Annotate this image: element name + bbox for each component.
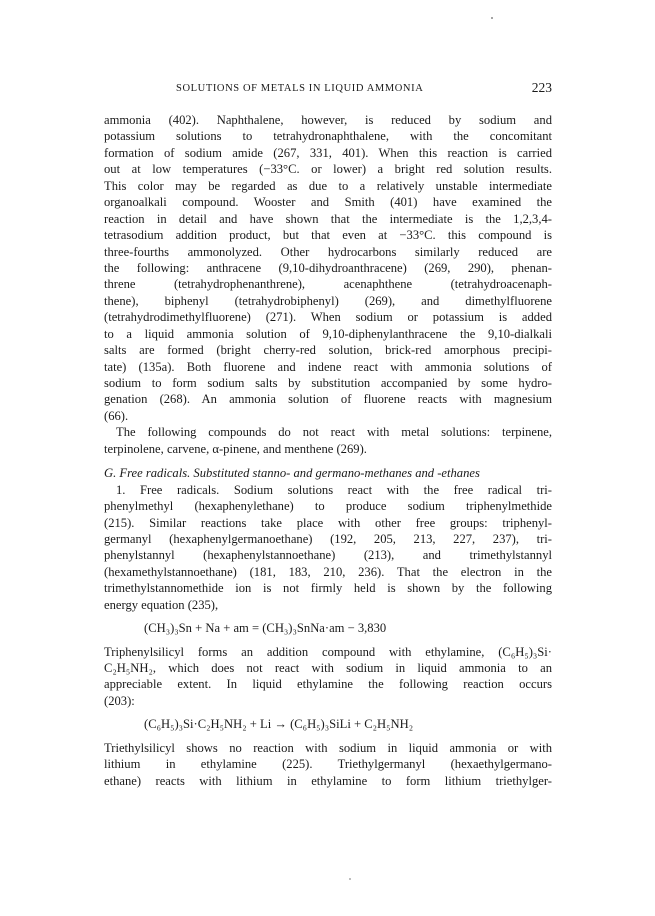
- text-line: salts are formed (bright cherry-red solution, brick-red amorphous precipi-: [104, 343, 552, 358]
- text-line: ammonia (402). Naphthalene, however, is reduced by sodium and: [104, 113, 552, 127]
- text-line: C₂H₅NH₂, which does not react with sodium in liquid ammonia to an: [104, 661, 552, 675]
- scan-speck: [349, 878, 351, 880]
- text-line: (hexamethylstannoethane) (181, 183, 210, 236). That the electron in the: [104, 564, 552, 579]
- text-line: This color may be regarded as due to a relatively unstable intermediate: [104, 178, 552, 193]
- text-line: organoalkali compound. Wooster and Smith (401) have examined the: [104, 195, 552, 210]
- text-line: out at low temperatures (−33°C. or lower) a bright red solution results.: [104, 162, 552, 177]
- text-line: The following compounds do not react with metal solutions: terpinene,: [116, 425, 552, 440]
- section-heading-text: G. Free radicals. Substituted stanno- and germano-methanes and -ethanes: [104, 466, 480, 481]
- paragraph-nonreactive: [104, 424, 552, 457]
- paragraph-free-radicals: [104, 482, 552, 614]
- text-line: appreciable extent. In liquid ethylamine the following reaction occurs: [104, 677, 552, 692]
- text-line: tetrasodium addition product, but that even at −33°C. this compound is: [104, 228, 552, 243]
- text-line: phenylstannyl (hexaphenylstannoethane) (213), and trimethylstannyl: [104, 548, 552, 563]
- section-heading: [104, 465, 552, 481]
- text-line: the following: anthracene (9,10-dihydroanthracene) (269, 290), phenan-: [104, 260, 552, 275]
- text-line: thene), biphenyl (tetrahydrobiphenyl) (269), and dimethylfluorene: [104, 293, 552, 308]
- equation-trimethylstannyl: (CH₃)₃Sn + Na + am = (CH₃)₃SnNa·am − 3,830: [144, 621, 387, 636]
- equation-triphenylsilicyl: (C₆H₅)₃Si·C₂H₅NH₂ + Li → (C₆H₅)₃SiLi + C₂H₅NH₂: [144, 717, 414, 732]
- text-line: threne (tetrahydrophenanthrene), acenaphthene (tetrahydroacenaph-: [104, 277, 552, 292]
- text-line: energy equation (235),: [104, 597, 219, 612]
- paragraph-triethylsilicyl: [104, 740, 552, 789]
- text-line: Triethylsilicyl shows no reaction with sodium in liquid ammonia or with: [104, 740, 552, 755]
- text-line: germanyl (hexaphenylgermanoethane) (192, 205, 213, 227, 237), tri-: [104, 531, 552, 546]
- text-line: to a liquid ammonia solution of 9,10-diphenylanthracene the 9,10-dialkali: [104, 326, 552, 341]
- text-line: Triphenylsilicyl forms an addition compound with ethylamine, (C₆H₅)₃Si·: [104, 644, 552, 659]
- paragraph-naphthalene: [104, 112, 552, 424]
- text-line: 1. Free radicals. Sodium solutions react with the free radical tri-: [116, 482, 552, 497]
- text-line: (tetrahydrodimethylfluorene) (271). When sodium or potassium is added: [104, 310, 552, 325]
- paragraph-triphenylsilicyl: [104, 644, 552, 710]
- text-line: reaction in detail and have shown that the intermediate is the 1,2,3,4-: [104, 211, 552, 226]
- text-line: (66).: [104, 408, 129, 423]
- text-line: (215). Similar reactions take place with other free groups: triphenyl-: [104, 515, 552, 530]
- scan-speck: [491, 17, 493, 19]
- text-line: formation of sodium amide (267, 331, 401). When this reaction is carried: [104, 145, 552, 160]
- text-line: three-fourths ammonolyzed. Other hydrocarbons similarly reduced are: [104, 244, 552, 259]
- text-line: lithium in ethylamine (225). Triethylgermanyl (hexaethylgermano-: [104, 757, 552, 772]
- text-line: phenylmethyl (hexaphenylethane) to produce sodium triphenylmethide: [104, 499, 552, 514]
- page-header: [104, 80, 552, 100]
- page-number: 223: [531, 80, 552, 95]
- body-text: [104, 112, 552, 789]
- text-line: tate) (135a). Both fluorene and indene react with ammonia solutions of: [104, 359, 552, 374]
- text-line: terpinolene, carvene, α-pinene, and menthene (269).: [104, 441, 367, 456]
- text-line: potassium solutions to tetrahydronaphthalene, with the concomitant: [104, 129, 552, 144]
- text-line: ethane) reacts with lithium in ethylamine to form lithium triethylger-: [104, 773, 552, 788]
- text-line: genation (268). An ammonia solution of fluorene reacts with magnesium: [104, 392, 552, 407]
- running-title: SOLUTIONS OF METALS IN LIQUID AMMONIA: [176, 83, 424, 94]
- text-line: sodium to form sodium salts by substitution accompanied by some hydro-: [104, 376, 552, 390]
- text-line: (203):: [104, 693, 135, 708]
- text-line: trimethylstannomethide ion is not firmly held is shown by the following: [104, 581, 552, 596]
